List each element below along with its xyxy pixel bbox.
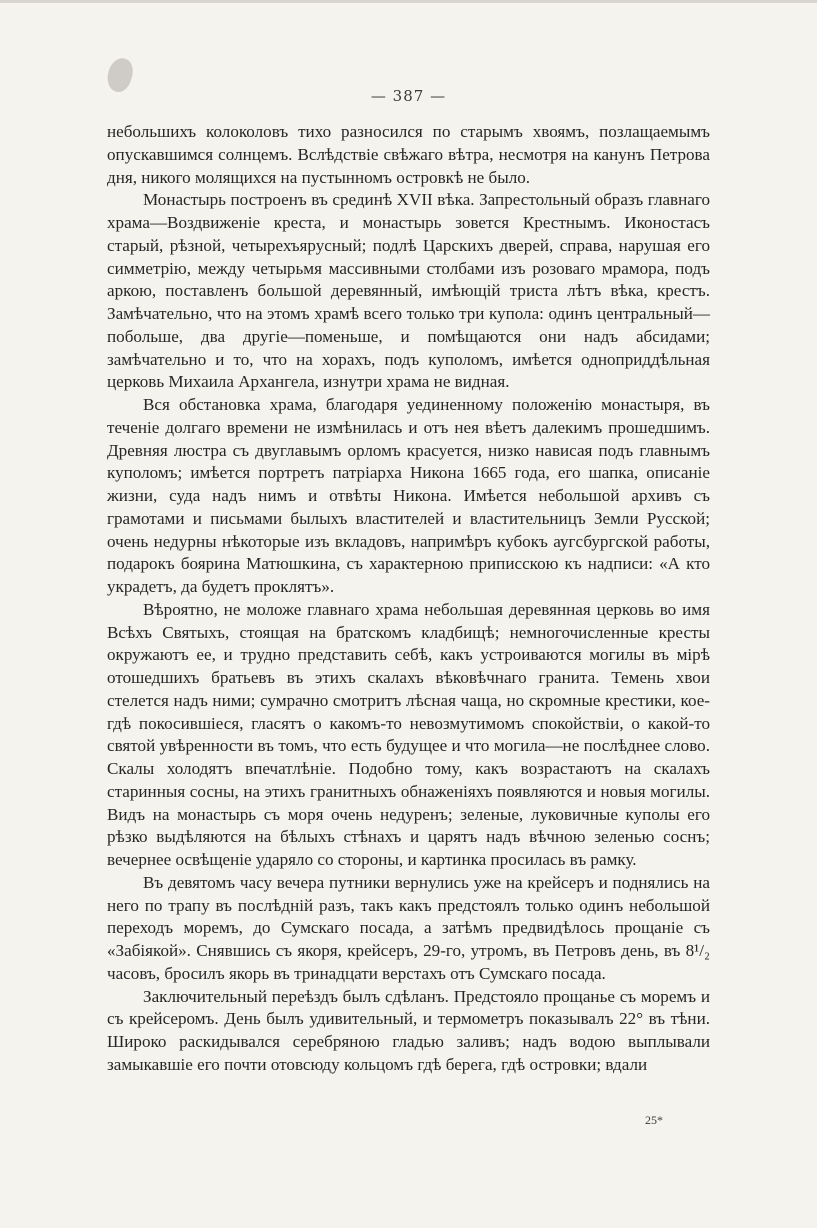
paragraph: Заключительный переѣздъ былъ сдѣланъ. Предстояло прощанье съ моремъ и съ крейсеромъ. День былъ удивительный, и термометръ показывалъ 22° въ тѣни. Широко раскидывался серебряною гладью заливъ; надъ водою выплывали замыкавшіе его почти отовсюду кольцомъ гдѣ берега, гдѣ островки; вдали [107, 986, 710, 1074]
page-top-edge [0, 0, 817, 3]
page-number: — 387 — [370, 87, 447, 105]
paragraph: Вся обстановка храма, благодаря уединенному положенію монастыря, въ теченіе долгаго времени не измѣнилась и отъ нея вѣетъ далекимъ прошедшимъ. Древняя люстра съ двуглавымъ орломъ красуется, низко нависая подъ главнымъ куполомъ; имѣется портретъ патріарха Никона 1665 года, его шапка, описаніе жизни, суда надъ нимъ и отвѣты Никона. Имѣется небольшой архивъ съ грамотами и письмами былыхъ властителей и властительницъ Земли Русской; очень недурны нѣкоторые изъ вкладовъ, напримѣръ кубокъ аугсбургской работы, подарокъ боярина Матюшкина, съ характерною приписскою къ надписи: «А кто украдетъ, да будетъ проклятъ». [107, 395, 710, 596]
paragraph: Въ девятомъ часу вечера путники вернулись уже на крейсеръ и поднялись на него по трапу въ послѣдній разъ, такъ какъ предстоялъ только одинъ небольшой переходъ моремъ, до Сумскаго посада, а затѣмъ предвидѣлось прощаніе съ «Забіякой». Снявшись съ якоря, крейсеръ, 29-го, утромъ, въ Петровъ день, въ 8¹/₂ часовъ, бросилъ якорь въ тринадцати верстахъ отъ Сумскаго посада. [107, 872, 710, 983]
printer-signature: 25* [645, 1113, 663, 1127]
paragraph: Монастырь построенъ въ срединѣ XVII вѣка. Запрестольный образъ главнаго храма—Воздвиженіе креста, и монастырь зовется Крестнымъ. Иконостасъ старый, рѣзной, четырехъярусный; подлѣ Царскихъ дверей, справа, нарушая его симметрію, между четырьмя массивными столбами изъ розоваго мрамора, подъ аркою, поставленъ большой деревянный, имѣющій триста лѣтъ вѣка, крестъ. Замѣчательно, что на этомъ храмѣ всего только три купола: одинъ центральный—побольше, два другіе—поменьше, и помѣщаются они надъ абсидами; замѣчательно и то, что на хорахъ, подъ куполомъ, имѣется одноприддѣльная церковь Михаила Архангела, изнутри храма не видная. [107, 190, 710, 392]
body-text [107, 121, 710, 1077]
paragraph: небольшихъ колоколовъ тихо разносился по старымъ хвоямъ, позлащаемымъ опускавшимся солнцемъ. Вслѣдствіе свѣжаго вѣтра, несмотря на канунъ Петрова дня, никого молящихся на пустынномъ островкѣ не было. [107, 122, 710, 187]
paragraph: Вѣроятно, не моложе главнаго храма небольшая деревянная церковь во имя Всѣхъ Святыхъ, стоящая на братскомъ кладбищѣ; немногочисленные кресты окружаютъ ее, и трудно представить себѣ, какъ устроиваются могилы въ мірѣ отошедшихъ братьевъ въ этихъ скалахъ вѣковѣчнаго гранита. Темень хвои стелется надъ ними; сумрачно смотритъ лѣсная чаща, но скромные крестики, кое-гдѣ покосившіеся, гласятъ о какомъ-то невозмутимомъ спокойствіи, о какой-то святой увѣренности въ томъ, что есть будущее и что могила—не послѣднее слово. Скалы холодятъ впечатлѣніе. Подобно тому, какъ возрастаютъ на скалахъ старинныя сосны, на этихъ гранитныхъ обнаженіяхъ появляются и новыя могилы. Видъ на монастырь съ моря очень недуренъ; зеленые, луковичные куполы его рѣзко выдѣляются на бѣлыхъ стѣнахъ и царятъ надъ вѣчною зеленью соснъ; вечернее освѣщеніе ударяло со стороны, и картинка просилась въ рамку. [107, 599, 710, 869]
